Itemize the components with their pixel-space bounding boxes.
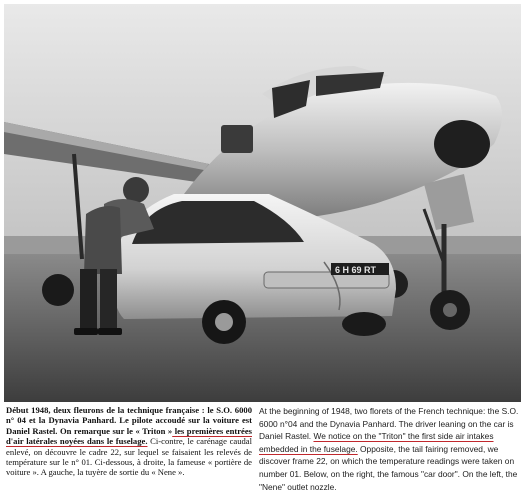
caption-english-intro: At the beginning of 1948, two florets of the French technique: the S.O. 6000 n°04 and the Dynavia Panhard. The driver leaning on the car is Daniel Rastel. bbox=[259, 406, 519, 442]
wing-wheel bbox=[42, 274, 74, 306]
caption-french-highlight: les premières entrées d'air latérales noyées dans le fuselage. bbox=[6, 425, 252, 447]
caption-french bbox=[6, 405, 252, 497]
caption-english-highlight: We notice on the "Triton" the first side air intakes embedded in the fuselage. bbox=[259, 431, 494, 454]
historical-photo bbox=[4, 4, 521, 402]
side-air-intake bbox=[221, 125, 253, 153]
nose-air-intake bbox=[434, 120, 490, 168]
car-rear-wheel bbox=[342, 312, 386, 336]
caption-french-intro: Début 1948, deux fleurons de la technique française : le S.O. 6000 n° 04 et la Dynavia Panhard. Le pilote accoudé sur la voiture est Daniel Rastel. On remarque sur le « Triton » bbox=[6, 405, 252, 436]
photo-illustration bbox=[4, 4, 521, 402]
driver-head bbox=[123, 177, 149, 203]
caption-french-rest: Ci-contre, le carénage caudal enlevé, on découvre le cadre 22, sur lequel se faisaient les relevés de température sur le n° 01. Ci-dessous, à droite, la fameuse « portière de voiture ». A gauche, la tuyère de sortie du « Nene ». bbox=[6, 436, 252, 478]
license-plate-text: 6 H 69 RT bbox=[335, 265, 377, 275]
driver-leg-left bbox=[80, 269, 97, 331]
caption-english-rest: Opposite, the tail fairing removed, we discover frame 22, on which the temperature readings were taken on number 01. Below, on the right, the famous "car door". On the left, the "Nene" outlet nozzle. bbox=[259, 443, 518, 492]
caption-english bbox=[259, 405, 521, 497]
driver-leg-right bbox=[100, 269, 117, 331]
